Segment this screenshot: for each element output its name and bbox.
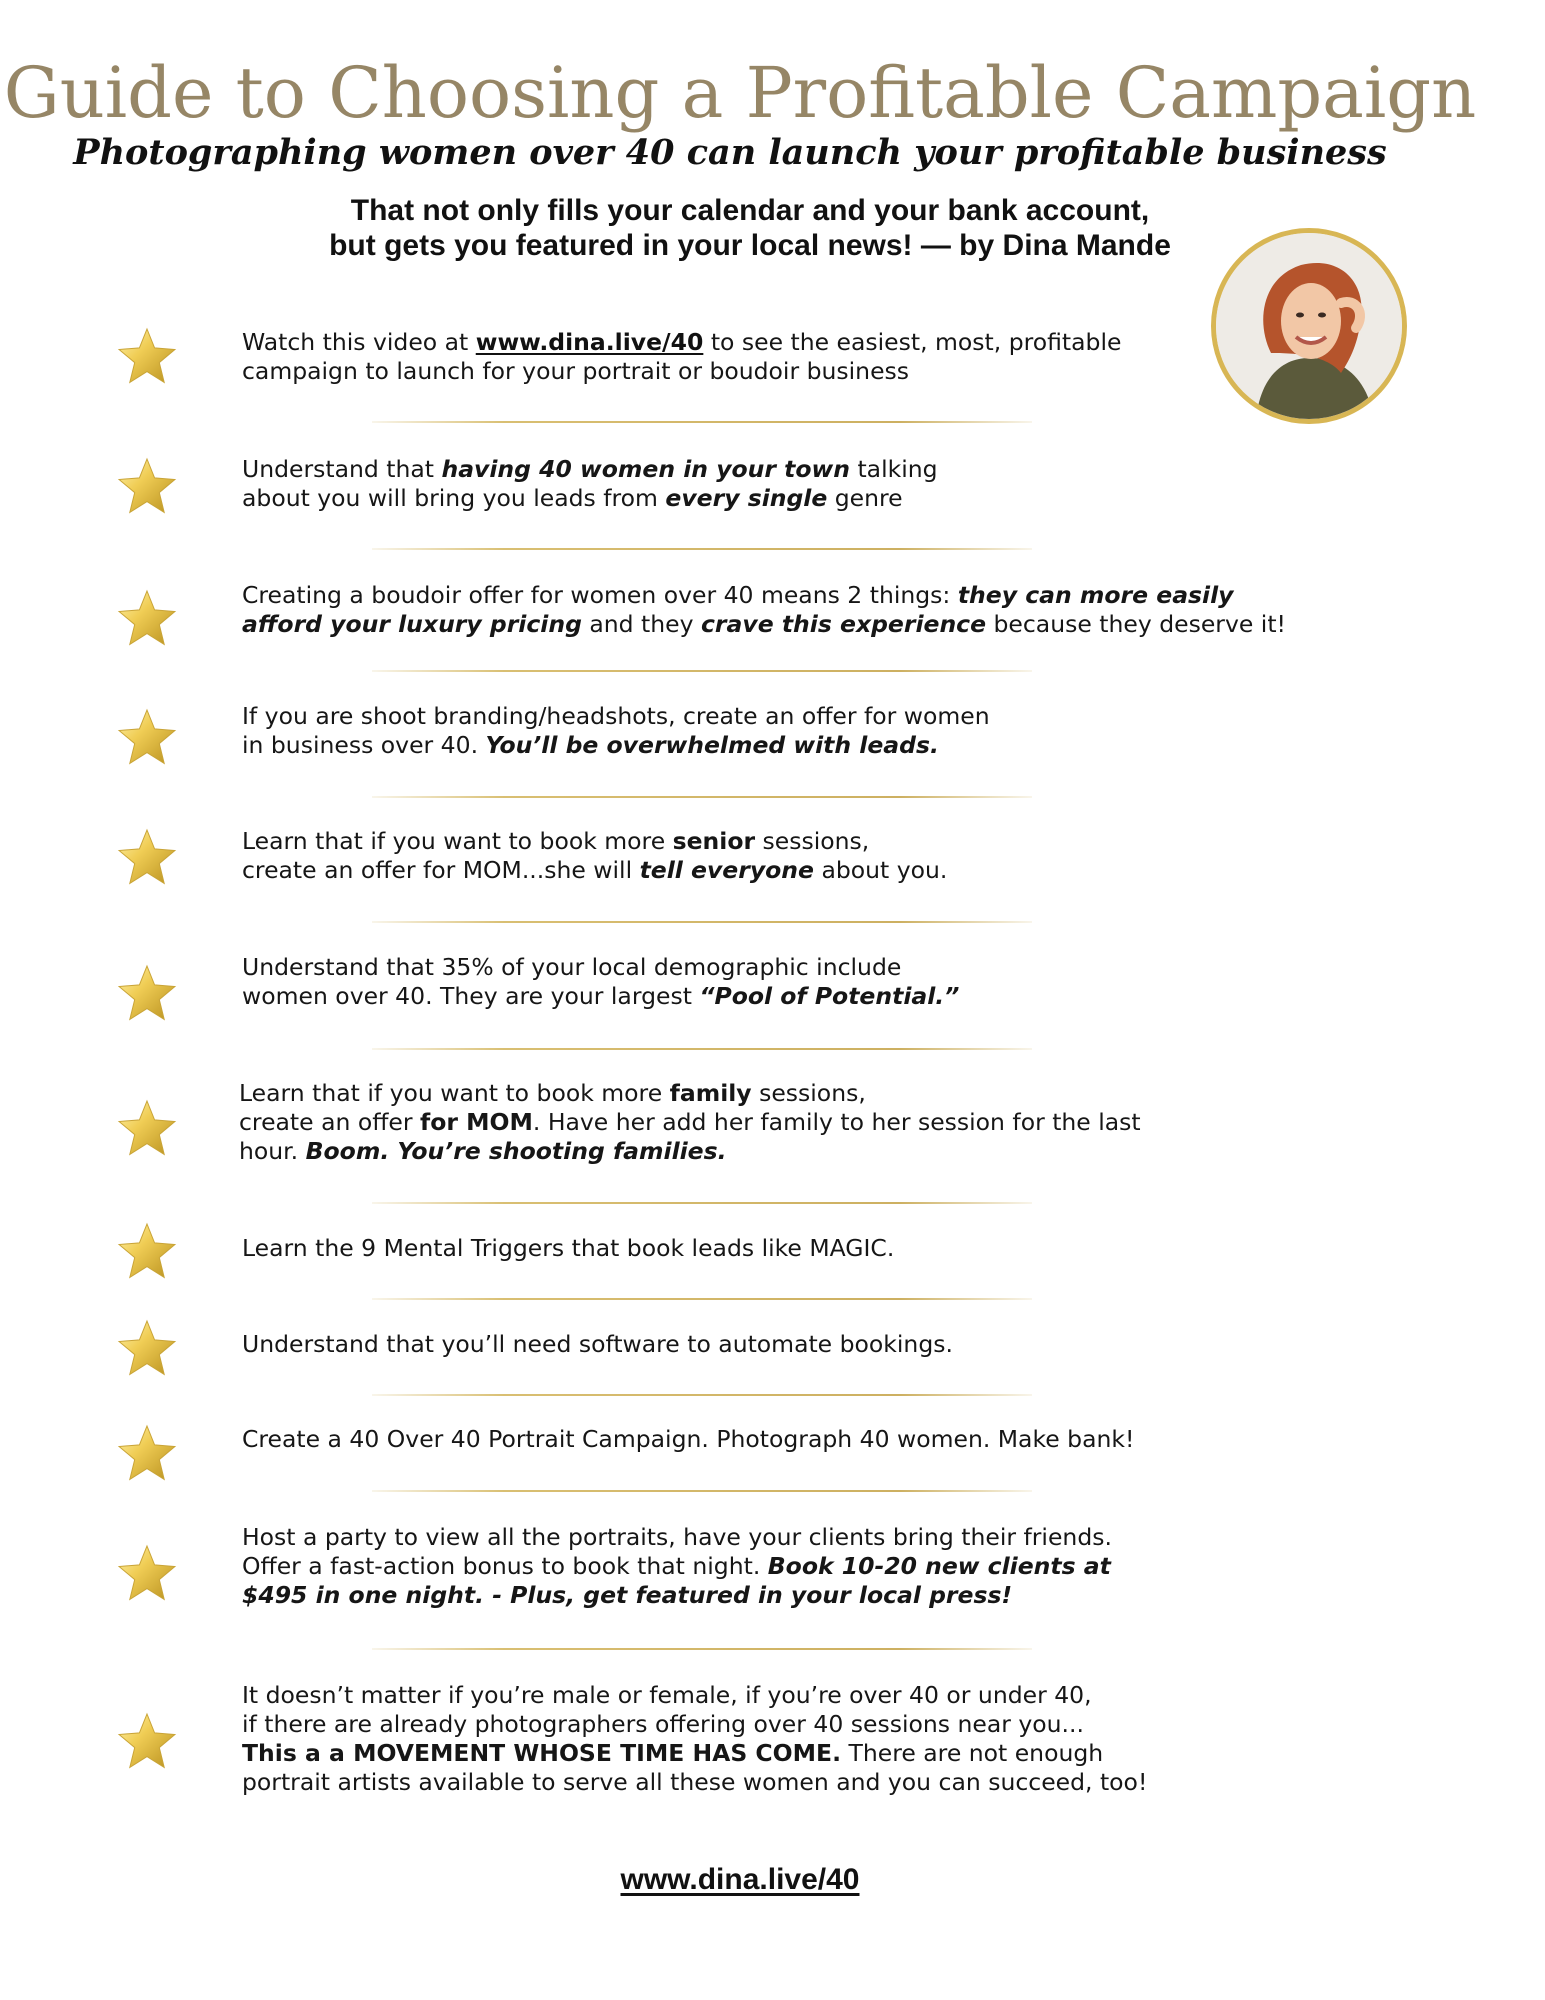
list-item: Host a party to view all the portraits, have your clients bring their friends. Offer a fast-action bonus to book that night. Book 10-20 new clients at $495 in one night. - Plus, get featured in your local press! (242, 1523, 1112, 1609)
divider (372, 1648, 1032, 1650)
divider (372, 1298, 1032, 1300)
star-icon (117, 1098, 177, 1158)
divider (372, 1202, 1032, 1204)
footer-link[interactable]: www.dina.live/40 (620, 1863, 860, 1896)
list-item: It doesn’t matter if you’re male or female, if you’re over 40 or under 40, if there are already photographers offering over 40 sessions near you... This a a MOVEMENT WHOSE TIME HAS COME. There are not enough portrait artists available to serve all these women and you can succeed, too! (242, 1681, 1148, 1796)
list-item: Create a 40 Over 40 Portrait Campaign. Photograph 40 women. Make bank! (242, 1425, 1135, 1453)
author-portrait-illustration (1216, 233, 1402, 419)
list-item: Understand that 35% of your local demographic include women over 40. They are your largest “Pool of Potential.” (242, 953, 960, 1010)
list-item: Watch this video at www.dina.live/40 to see the easiest, most, profitable campaign to launch for your portrait or boudoir business (242, 328, 1122, 385)
star-icon (117, 1423, 177, 1483)
star-icon (117, 707, 177, 767)
star-icon (117, 963, 177, 1023)
star-icon (117, 1711, 177, 1771)
tagline (200, 193, 1300, 263)
divider (372, 796, 1032, 798)
list-item: Learn that if you want to book more senior sessions, create an offer for MOM...she will tell everyone about you. (242, 827, 948, 884)
star-icon (117, 456, 177, 516)
author-photo (1211, 228, 1407, 424)
divider (372, 1394, 1032, 1396)
divider (372, 921, 1032, 923)
list-item: Learn the 9 Mental Triggers that book leads like MAGIC. (242, 1234, 895, 1262)
star-icon (117, 827, 177, 887)
page-title: Guide to Choosing a Profitable Campaign (3, 52, 1477, 134)
list-item: If you are shoot branding/headshots, create an offer for women in business over 40. You’ll be overwhelmed with leads. (242, 702, 990, 759)
list-item: Understand that you’ll need software to automate bookings. (242, 1330, 953, 1358)
divider (372, 421, 1032, 423)
star-icon (117, 326, 177, 386)
video-link[interactable]: www.dina.live/40 (475, 328, 704, 356)
tagline-line-1: That not only fills your calendar and your bank account, (350, 194, 1150, 227)
tagline-line-2: but gets you featured in your local news! — by Dina Mande (329, 229, 1171, 262)
list-item: Creating a boudoir offer for women over 40 means 2 things: they can more easily afford your luxury pricing and they crave this experience because they deserve it! (242, 581, 1286, 638)
star-icon (117, 588, 177, 648)
divider (372, 1048, 1032, 1050)
list-item: Learn that if you want to book more family sessions, create an offer for MOM. Have her add her family to her session for the last hour. Boom. You’re shooting families. (239, 1079, 1141, 1165)
divider (372, 670, 1032, 672)
divider (372, 548, 1032, 550)
page-subtitle: Photographing women over 40 can launch your profitable business (73, 132, 1387, 173)
star-icon (117, 1318, 177, 1378)
star-icon (117, 1543, 177, 1603)
divider (372, 1490, 1032, 1492)
star-icon (117, 1221, 177, 1281)
list-item: Understand that having 40 women in your town talking about you will bring you leads from every single genre (242, 455, 938, 512)
